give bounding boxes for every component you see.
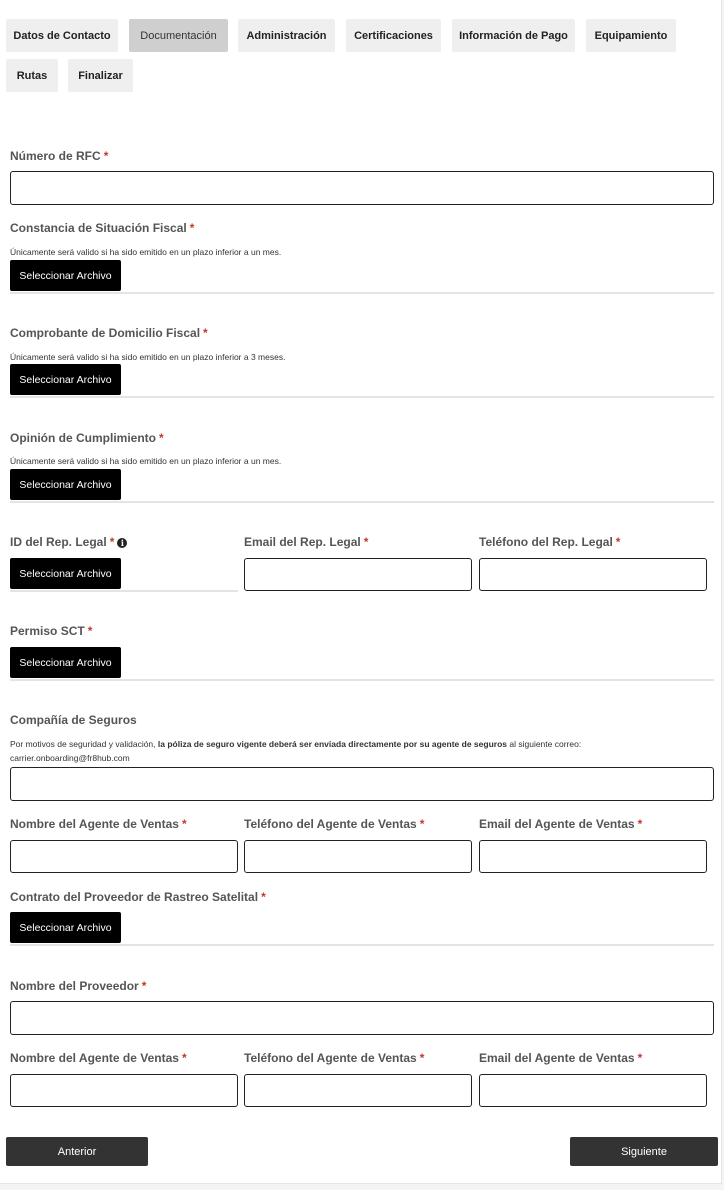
agent-email-label: Email del Agente de Ventas * — [479, 817, 643, 831]
provider-name-label: Nombre del Proveedor * — [10, 979, 147, 993]
agent-name-label: Nombre del Agente de Ventas * — [10, 817, 187, 831]
rep-email-input[interactable] — [244, 558, 472, 591]
insurance-note: Por motivos de seguridad y validación, la póliza de seguro vigente deberá ser enviada directamente por su agente de seguros al siguiente correo: carrier.onboarding@fr8hub.com — [10, 739, 582, 763]
tracking-divider — [10, 944, 714, 946]
tab-informacion-de-pago[interactable]: Información de Pago — [452, 19, 575, 52]
tab-equipamiento[interactable]: Equipamiento — [586, 19, 676, 52]
rep-id-file-button[interactable]: Seleccionar Archivo — [10, 558, 121, 589]
agent-phone-label: Teléfono del Agente de Ventas * — [244, 817, 425, 831]
constancia-help: Únicamente será valido si ha sido emitido en un plazo inferior a un mes. — [10, 247, 282, 257]
tab-rutas[interactable]: Rutas — [6, 59, 58, 92]
rep-id-divider — [10, 590, 238, 592]
tab-certificaciones[interactable]: Certificaciones — [346, 19, 441, 52]
tracking-contract-file-button[interactable]: Seleccionar Archivo — [10, 912, 121, 943]
agent-email-2-input[interactable] — [479, 1074, 707, 1107]
tab-administracion[interactable]: Administración — [238, 19, 335, 52]
domicilio-help: Únicamente será valido si ha sido emitido en un plazo inferior a 3 meses. — [10, 352, 286, 362]
sct-file-button[interactable]: Seleccionar Archivo — [10, 647, 121, 678]
sct-divider — [10, 679, 714, 681]
domicilio-file-button[interactable]: Seleccionar Archivo — [10, 364, 121, 395]
insurance-input[interactable] — [10, 767, 714, 801]
sct-label: Permiso SCT * — [10, 624, 93, 638]
rep-phone-input[interactable] — [479, 558, 707, 591]
constancia-file-button[interactable]: Seleccionar Archivo — [10, 260, 121, 291]
agent-email-2-label: Email del Agente de Ventas * — [479, 1051, 643, 1065]
agent-name-input[interactable] — [10, 840, 238, 873]
tracking-contract-label: Contrato del Proveedor de Rastreo Satelital * — [10, 890, 266, 904]
tab-finalizar[interactable]: Finalizar — [68, 59, 133, 92]
opinion-label: Opinión de Cumplimiento * — [10, 431, 164, 445]
info-circle-icon[interactable]: i — [117, 538, 127, 548]
constancia-divider — [10, 292, 714, 294]
tab-documentacion[interactable]: Documentación — [129, 19, 228, 52]
agent-name-2-label: Nombre del Agente de Ventas * — [10, 1051, 187, 1065]
opinion-help: Únicamente será valido si ha sido emitido en un plazo inferior a un mes. — [10, 456, 282, 466]
rfc-label: Número de RFC * — [10, 149, 109, 163]
rfc-input[interactable] — [10, 171, 714, 205]
opinion-divider — [10, 501, 714, 503]
tab-datos-de-contacto[interactable]: Datos de Contacto — [6, 19, 118, 52]
rep-id-label: ID del Rep. Legal * i — [10, 535, 127, 549]
agent-email-input[interactable] — [479, 840, 707, 873]
opinion-file-button[interactable]: Seleccionar Archivo — [10, 469, 121, 500]
rep-phone-label: Teléfono del Rep. Legal * — [479, 535, 621, 549]
insurance-email: carrier.onboarding@fr8hub.com — [10, 753, 130, 763]
insurance-label: Compañía de Seguros — [10, 713, 137, 727]
provider-name-input[interactable] — [10, 1001, 714, 1035]
previous-button[interactable]: Anterior — [6, 1137, 148, 1166]
domicilio-divider — [10, 396, 714, 398]
rep-email-label: Email del Rep. Legal * — [244, 535, 369, 549]
agent-phone-input[interactable] — [244, 840, 472, 873]
agent-phone-2-input[interactable] — [244, 1074, 472, 1107]
constancia-label: Constancia de Situación Fiscal * — [10, 221, 195, 235]
agent-phone-2-label: Teléfono del Agente de Ventas * — [244, 1051, 425, 1065]
domicilio-label: Comprobante de Domicilio Fiscal * — [10, 326, 208, 340]
agent-name-2-input[interactable] — [10, 1074, 238, 1107]
next-button[interactable]: Siguiente — [570, 1137, 718, 1166]
